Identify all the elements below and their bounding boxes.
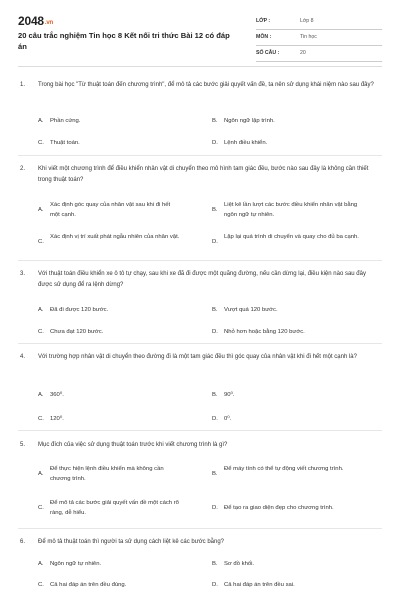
option-letter: C. <box>38 140 44 146</box>
option-text: Chưa đạt 120 bước. <box>50 329 104 335</box>
option-text: 0⁰. <box>224 416 232 422</box>
header-divider <box>18 66 382 67</box>
question-number: 4. <box>20 354 26 360</box>
question-body: Mục đích của việc sử dụng thuật toán trước khi viết chương trình là gì? <box>38 442 228 448</box>
option-letter: C. <box>38 416 44 422</box>
option-letter: A. <box>38 207 44 213</box>
option-letter: B. <box>212 561 218 567</box>
question-number: 3. <box>20 271 26 277</box>
logo-main: 2048 <box>18 14 44 28</box>
option-text: Ngôn ngữ tự nhiên. <box>50 561 102 567</box>
meta-row-grade <box>256 14 382 30</box>
option-text: Liệt kê lần lượt các bước điều khiển nhân vật bằng ngôn ngữ tự nhiên. <box>224 202 358 218</box>
option-letter: C. <box>38 329 44 335</box>
meta-table <box>256 14 382 62</box>
meta-value: Lớp 8 <box>300 18 314 24</box>
option-letter: B. <box>212 392 218 398</box>
option-text: Thuật toán. <box>50 140 80 146</box>
option-letter: D. <box>212 416 218 422</box>
option-text: Phần cứng. <box>50 118 81 124</box>
option-text: 90⁰. <box>224 392 235 398</box>
meta-value: 20 <box>300 50 306 56</box>
option-text: Lặp lại quá trình di chuyển và quay cho đủ ba cạnh. <box>224 234 359 240</box>
meta-row-count <box>256 46 382 62</box>
option-letter: D. <box>212 140 218 146</box>
option-letter: A. <box>38 307 44 313</box>
question-separator <box>18 343 382 344</box>
option-letter: D. <box>212 329 218 335</box>
question-body: Với trường hợp nhân vật di chuyển theo đường đi là một tam giác đều thì góc quay của nhân vật khi đi hết một cạnh là? <box>38 354 357 360</box>
option-text: Cả hai đáp án trên đều sai. <box>224 582 295 588</box>
question-separator <box>18 260 382 261</box>
option-text: Xác định vị trí xuất phát ngẫu nhiên của nhân vật. <box>50 234 180 240</box>
meta-label: MÔN : <box>256 34 272 40</box>
option-letter: B. <box>212 118 218 124</box>
option-letter: B. <box>212 307 218 313</box>
option-letter: B. <box>212 207 218 213</box>
option-letter: A. <box>38 471 44 477</box>
question-separator <box>18 430 382 431</box>
header <box>18 12 382 62</box>
option-text: Để mô tả các bước giải quyết vấn đề một cách rõ ràng, dễ hiểu. <box>50 500 179 516</box>
question-body: Trong bài học "Từ thuật toán đến chương trình", để mô tả các bước giải quyết vấn đề, ta nên sử dụng khái niệm nào sau đây? <box>38 82 374 88</box>
question-number: 1. <box>20 82 26 88</box>
option-text: Để tạo ra giao diện đẹp cho chương trình. <box>224 505 334 511</box>
question-number: 2. <box>20 166 26 172</box>
question-number: 5. <box>20 442 26 448</box>
option-letter: C. <box>38 505 44 511</box>
meta-row-subject <box>256 30 382 46</box>
option-text: Sơ đồ khối. <box>224 561 255 567</box>
option-letter: B. <box>212 471 218 477</box>
option-text: Cả hai đáp án trên đều đúng. <box>50 582 127 588</box>
option-text: Để máy tính có thể tự động viết chương trình. <box>224 466 344 472</box>
question-body: Khi viết một chương trình để điều khiển nhân vật di chuyển theo mô hình tam giác đều, bước nào sau đây là không cần thiết trong thuật toán? <box>38 166 369 183</box>
meta-label: SỐ CÂU : <box>256 50 280 56</box>
option-letter: A. <box>38 118 44 124</box>
meta-label: LỚP : <box>256 18 271 24</box>
page-title: 20 câu trắc nghiệm Tin học 8 Kết nối tri thức Bài 12 có đáp án <box>18 31 230 51</box>
option-letter: C. <box>38 239 44 245</box>
site-logo[interactable] <box>18 14 53 28</box>
question-separator <box>18 528 382 529</box>
option-letter: D. <box>212 505 218 511</box>
option-text: Lệnh điều khiển. <box>224 140 268 146</box>
option-text: Vượt quá 120 bước. <box>224 307 278 313</box>
option-text: Đã đi được 120 bước. <box>50 307 109 313</box>
option-text: Ngôn ngữ lập trình. <box>224 118 275 124</box>
question-body: Với thuật toán điều khiển xe ô tô tự chạy, sau khi xe đã đi được một quãng đường, nếu cần dừng lại, điều kiện nào sau đây được sử dụng để ra lệnh dừng? <box>38 271 366 288</box>
option-text: Để thực hiện lệnh điều khiển mà không cần chương trình. <box>50 466 164 482</box>
option-letter: D. <box>212 582 218 588</box>
option-text: 120⁰. <box>50 416 64 422</box>
option-text: Xác định góc quay của nhân vật sau khi đi hết một cạnh. <box>50 202 171 218</box>
logo-suffix: .vn <box>44 20 53 26</box>
option-text: 360⁰. <box>50 392 64 398</box>
meta-value: Tin học <box>300 34 317 40</box>
option-letter: D. <box>212 239 218 245</box>
option-text: Nhỏ hơn hoặc bằng 120 bước. <box>224 329 305 335</box>
question-separator <box>18 155 382 156</box>
question-number: 6. <box>20 539 26 545</box>
option-letter: A. <box>38 561 44 567</box>
option-letter: C. <box>38 582 44 588</box>
option-letter: A. <box>38 392 44 398</box>
question-body: Để mô tả thuật toán thì người ta sử dụng cách liệt kê các bước bằng? <box>38 539 225 545</box>
